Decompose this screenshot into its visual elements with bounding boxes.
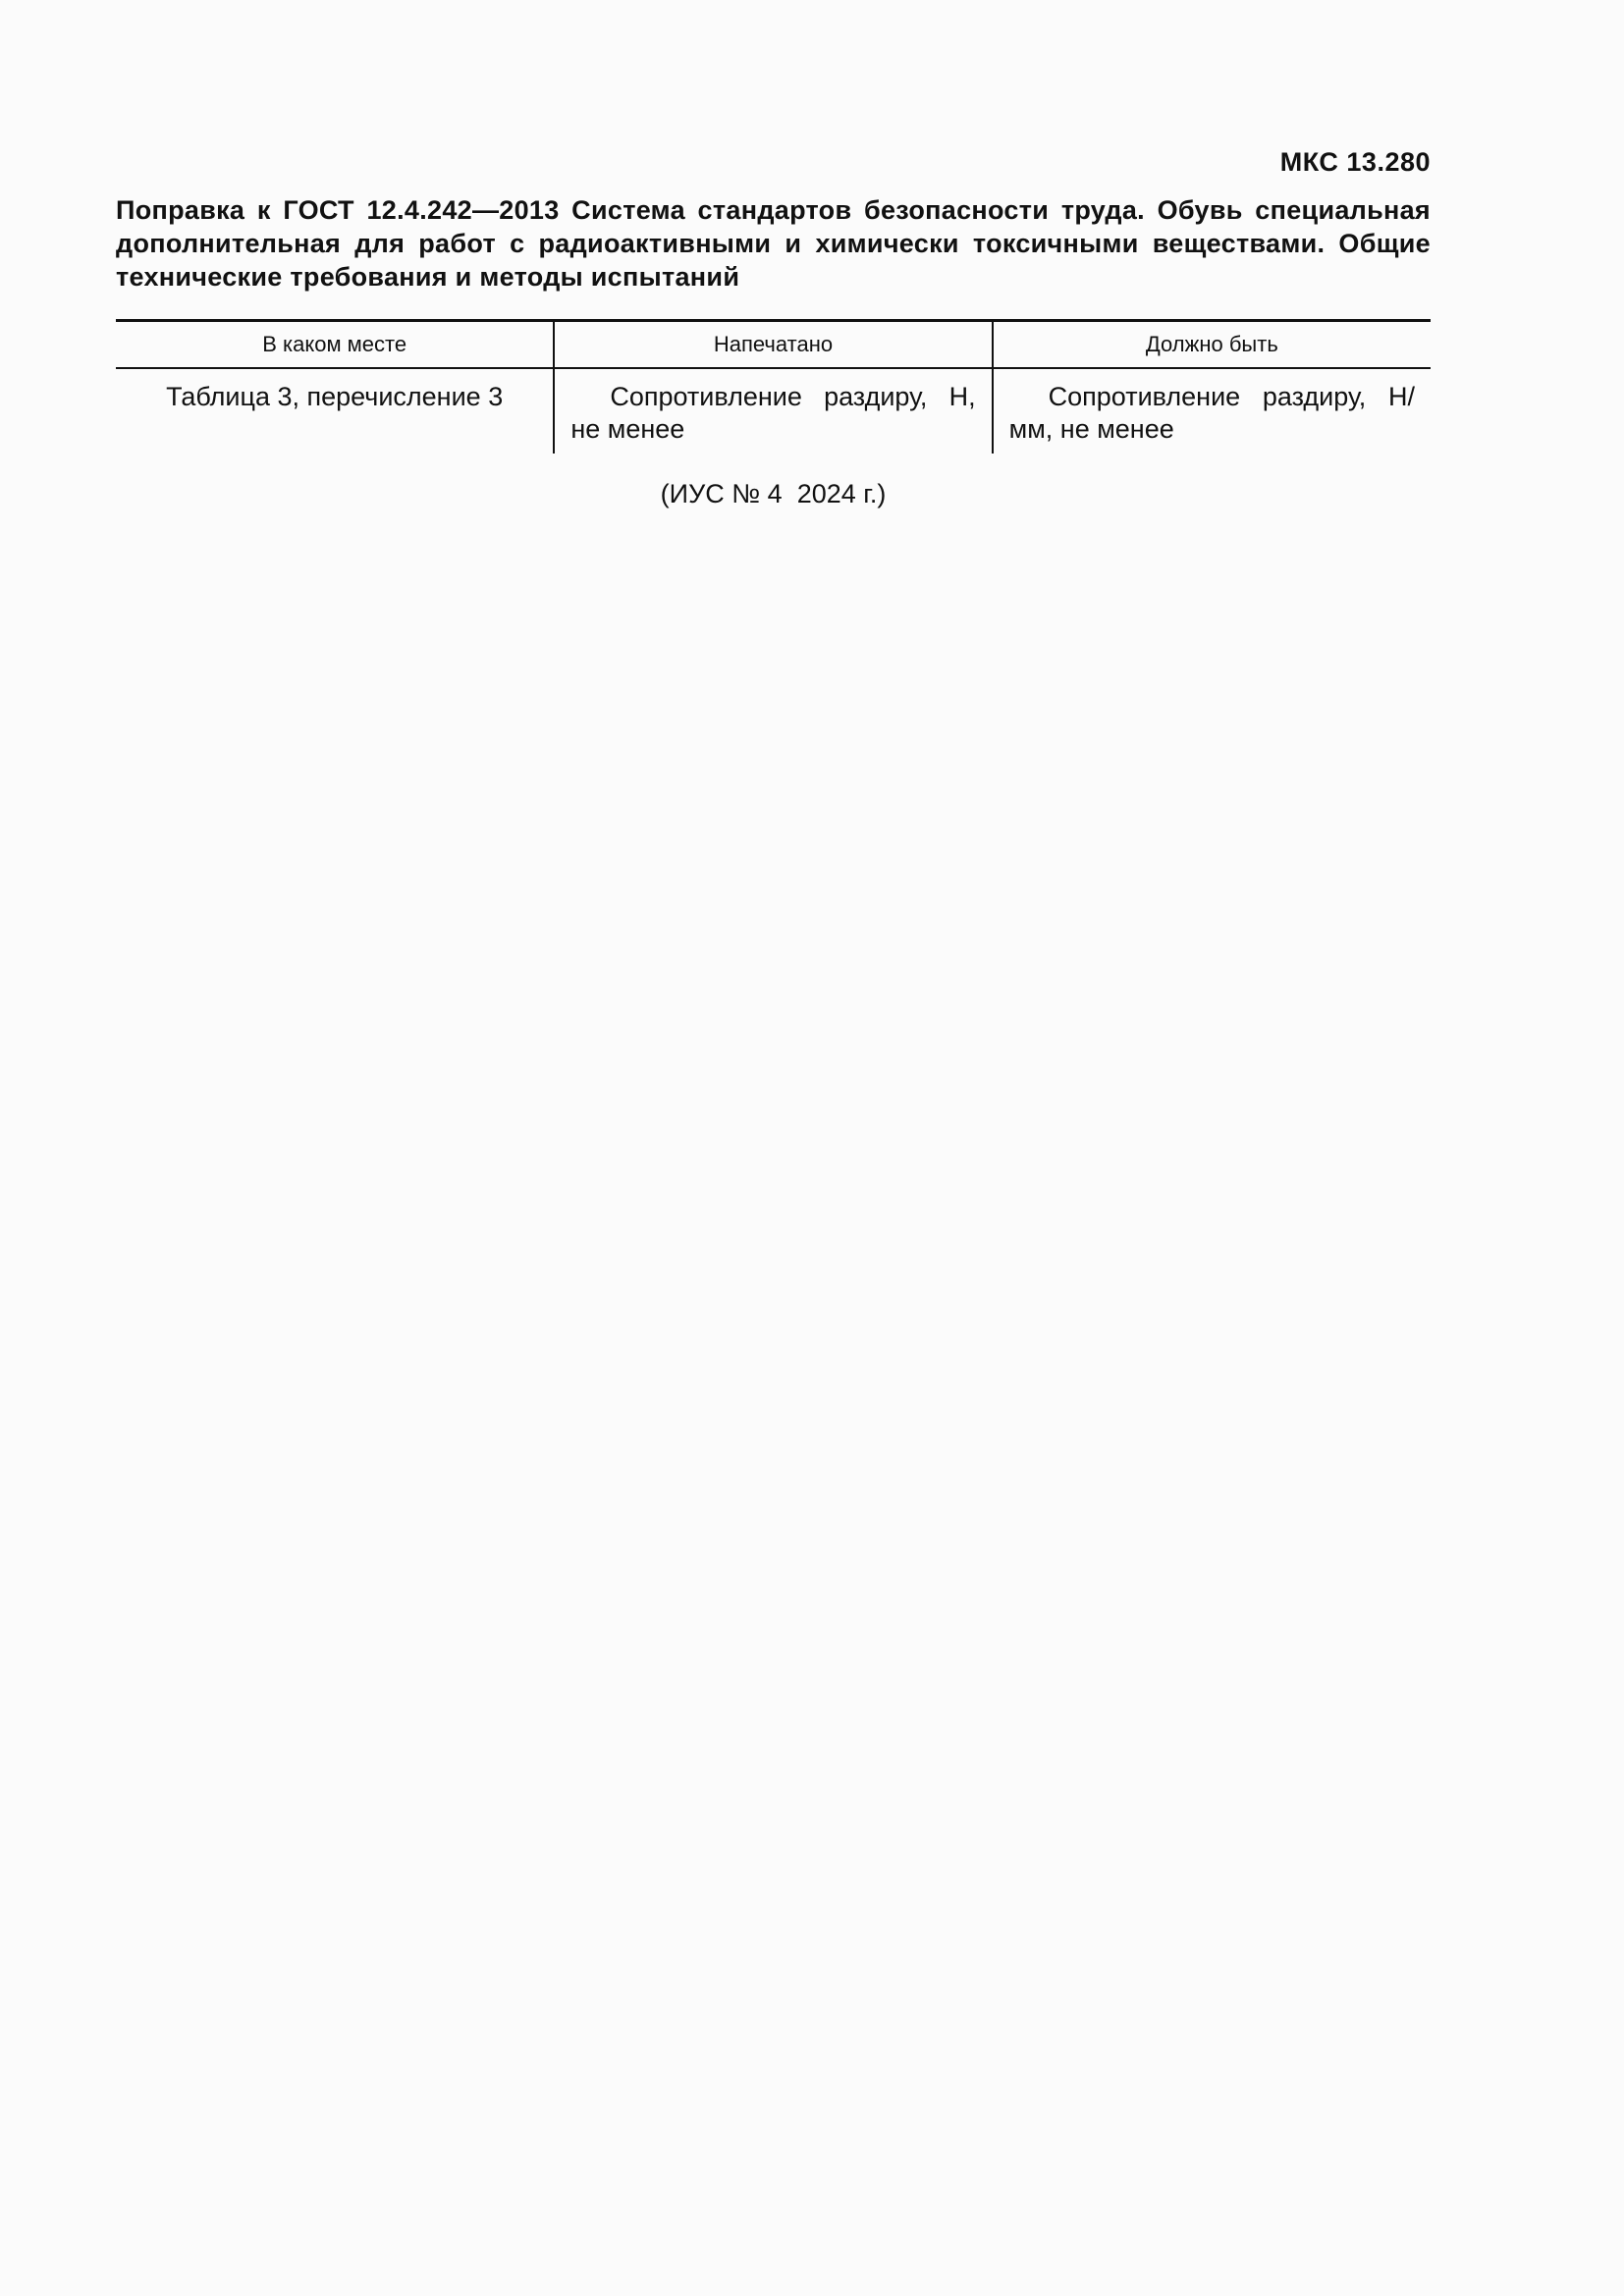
cell-printed: Сопротивление раздиру, Н, не менее bbox=[554, 368, 992, 454]
cell-should-be: Сопротивление раздиру, Н/мм, не менее bbox=[993, 368, 1431, 454]
source-reference: (ИУС № 4 2024 г.) bbox=[660, 479, 887, 508]
cell-place: Таблица 3, перечисление 3 bbox=[166, 382, 504, 411]
column-header-printed: Напечатано bbox=[554, 321, 992, 369]
column-header-should-be: Должно быть bbox=[993, 321, 1431, 369]
table-row bbox=[116, 368, 1431, 454]
correction-table bbox=[116, 319, 1431, 454]
document-title: Поправка к ГОСТ 12.4.242—2013 Система стандартов безопасности труда. Обувь специальная дополнительная для работ с радиоактивными и химически токсичными веществами. Общие технические требования и методы испытаний bbox=[116, 195, 1431, 292]
column-header-place: В каком месте bbox=[116, 321, 554, 369]
table-header-row bbox=[116, 321, 1431, 369]
classification-code: МКС 13.280 bbox=[1279, 147, 1431, 177]
